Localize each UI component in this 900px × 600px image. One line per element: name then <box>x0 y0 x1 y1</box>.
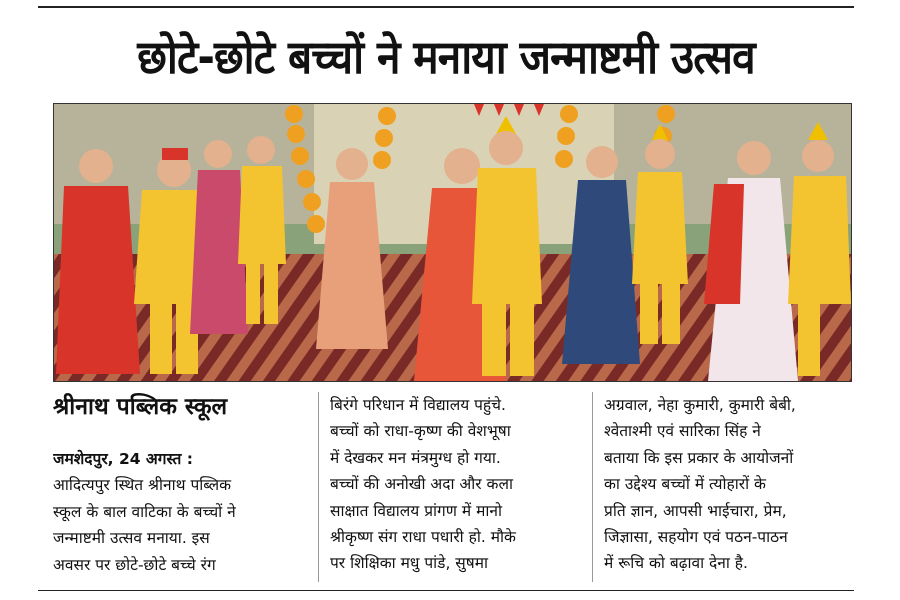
bottom-rule <box>38 590 854 591</box>
column-line: पर शिक्षिका मधु पांडे, सुषमा <box>330 554 489 573</box>
headline: छोटे-छोटे बच्चों ने मनाया जन्माष्टमी उत्सव <box>137 30 755 84</box>
column-line: साक्षात विद्यालय प्रांगण में मानो <box>330 501 503 520</box>
column-line: स्कूल के बाल वाटिका के बच्चों ने <box>53 502 236 521</box>
column-line: का उद्देश्य बच्चों में त्योहारों के <box>604 475 766 494</box>
column-line: प्रति ज्ञान, आपसी भाईचारा, प्रेम, <box>604 501 787 520</box>
column-line: श्वेताश्मी एवं सारिका सिंह ने <box>604 422 761 441</box>
column-line: जन्माष्टमी उत्सव मनाया. इस <box>53 529 210 548</box>
column-line: आदित्यपुर स्थित श्रीनाथ पब्लिक <box>53 476 232 495</box>
dateline: जमशेदपुर, 24 अगस्त : <box>53 450 193 468</box>
column-divider <box>318 392 319 582</box>
article-column-3 <box>604 392 866 577</box>
photo-children-costumes <box>54 104 851 381</box>
column-line: बच्चों की अनोखी अदा और कला <box>330 475 513 494</box>
column-divider <box>592 392 593 582</box>
column-line: में देखकर मन मंत्रमुग्ध हो गया. <box>330 448 501 467</box>
column-line: में रूचि को बढ़ावा देना है. <box>604 554 748 573</box>
column-line: बताया कि इस प्रकार के आयोजनों <box>604 448 794 467</box>
section-title: श्रीनाथ पब्लिक स्कूल <box>53 394 228 420</box>
column-line: बच्चों को राधा-कृष्ण की वेशभूषा <box>330 422 511 441</box>
column-line: अग्रवाल, नेहा कुमारी, कुमारी बेबी, <box>604 396 796 414</box>
column-line: जिज्ञासा, सहयोग एवं पठन-पाठन <box>604 528 788 547</box>
column-line: श्रीकृष्ण संग राधा पधारी हो. मौके <box>330 528 516 547</box>
column-line: अवसर पर छोटे-छोटे बच्चे रंग <box>53 555 216 574</box>
article-column-2 <box>330 392 592 577</box>
article-column-1 <box>53 446 315 578</box>
top-rule <box>38 6 854 8</box>
column-line: बिरंगे परिधान में विद्यालय पहुंचे. <box>330 396 506 414</box>
news-photo <box>53 103 852 382</box>
